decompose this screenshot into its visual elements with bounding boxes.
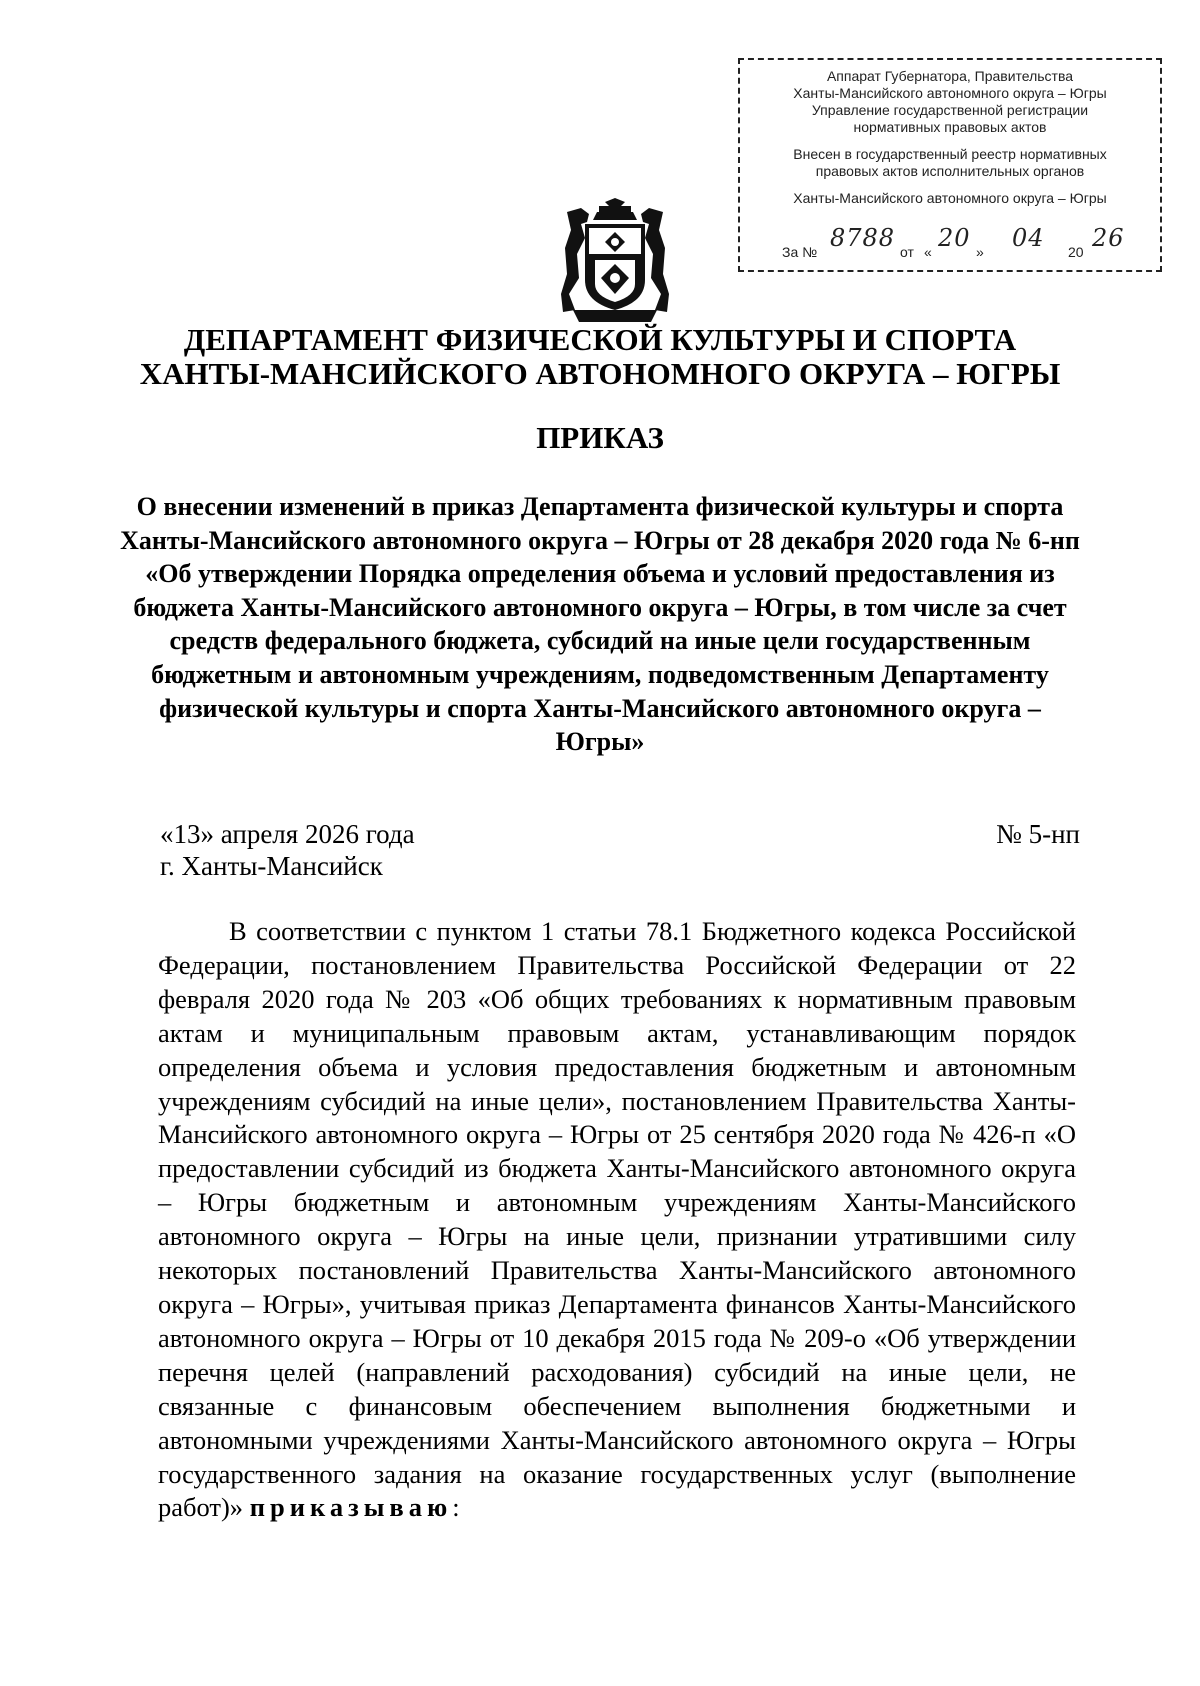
- document-subject: О внесении изменений в приказ Департамента физической культуры и спорта Ханты-Мансийского автономного округа – Югры от 28 декабря 2020 года № 6-нп «Об утверждении Порядка определения объема и условий предоставления из бюджета Ханты-Мансийского автономного округа – Югры, в том числе за счет средств федерального бюджета, субсидий на иные цели государственным бюджетным и автономным учреждениям, подведомственным Департаменту физической культуры и спорта Ханты-Мансийского автономного округа – Югры»: [120, 492, 1080, 757]
- coat-of-arms-icon: [559, 198, 671, 324]
- document-date: «13» апреля 2026 года: [160, 819, 415, 849]
- stamp-line: нормативных правовых актов: [853, 119, 1047, 135]
- stamp-line: Аппарат Губернатора, Правительства: [826, 68, 1074, 84]
- stamp-reg-month: 04: [1012, 224, 1045, 252]
- document-number: № 5-нп: [996, 819, 1080, 849]
- stamp-line: Управление государственной регистрации: [811, 102, 1089, 118]
- stamp-line: правовых актов исполнительных органов: [815, 163, 1085, 179]
- stamp-line: Ханты-Мансийского автономного округа – Югры: [793, 190, 1107, 206]
- registration-stamp: [738, 58, 1162, 272]
- department-title-line-1: ДЕПАРТАМЕНТ ФИЗИЧЕСКОЙ КУЛЬТУРЫ И СПОРТА: [183, 322, 1017, 357]
- document-city: г. Ханты-Мансийск: [160, 851, 383, 881]
- stamp-registration-row: За № 8788 от « 20 » 04 20 26: [782, 224, 1125, 260]
- body-text: В соответствии с пунктом 1 статьи 78.1 Бюджетного кодекса Российской Федерации, постановлением Правительства Российской Федерации от 22 февраля 2020 года № 203 «Об общих требованиях к нормативным правовым актам и муниципальным правовым актам, устанавливающим порядок определения объема и условия предоставления бюджетным и автономным учреждениям субсидий на иные цели», постановлением Правительства Ханты-Мансийского автономного округа – Югры от 25 сентября 2020 года № 426-п «О предоставлении субсидий из бюджета Ханты-Мансийского автономного округа – Югры бюджетным и автономным учреждениям Ханты-Мансийского автономного округа – Югры на иные цели, признании утратившими силу некоторых постановлений Правительства Ханты-Мансийского автономного округа – Югры», учитывая приказ Департамента финансов Ханты-Мансийского автономного округа – Югры от 10 декабря 2015 года № 209-о «Об утверждении перечня целей (направлений расходования) субсидий на иные цели, не связанные с финансовым обеспечением выполнения бюджетными и автономными учреждениями Ханты-Мансийского автономного округа – Югры государственного задания на оказание государственных услуг (выполнение работ)»: [158, 916, 1076, 1523]
- stamp-reg-prefix: За №: [782, 244, 818, 260]
- stamp-reg-day: 20: [938, 224, 971, 252]
- department-title-line-2: ХАНТЫ-МАНСИЙСКОГО АВТОНОМНОГО ОКРУГА – ЮГРЫ: [139, 356, 1061, 391]
- document-type: ПРИКАЗ: [536, 420, 664, 455]
- stamp-line: Ханты-Мансийского автономного округа – Югры: [793, 85, 1107, 101]
- stamp-line: Внесен в государственный реестр нормативных: [793, 146, 1107, 162]
- body-emphasis: приказываю: [249, 1492, 453, 1523]
- stamp-reg-year: 26: [1092, 224, 1125, 252]
- body-paragraph: [158, 915, 1076, 1525]
- body-ending: :: [452, 1492, 460, 1523]
- stamp-reg-number: 8788: [830, 224, 896, 252]
- stamp-reg-from: от: [900, 244, 914, 260]
